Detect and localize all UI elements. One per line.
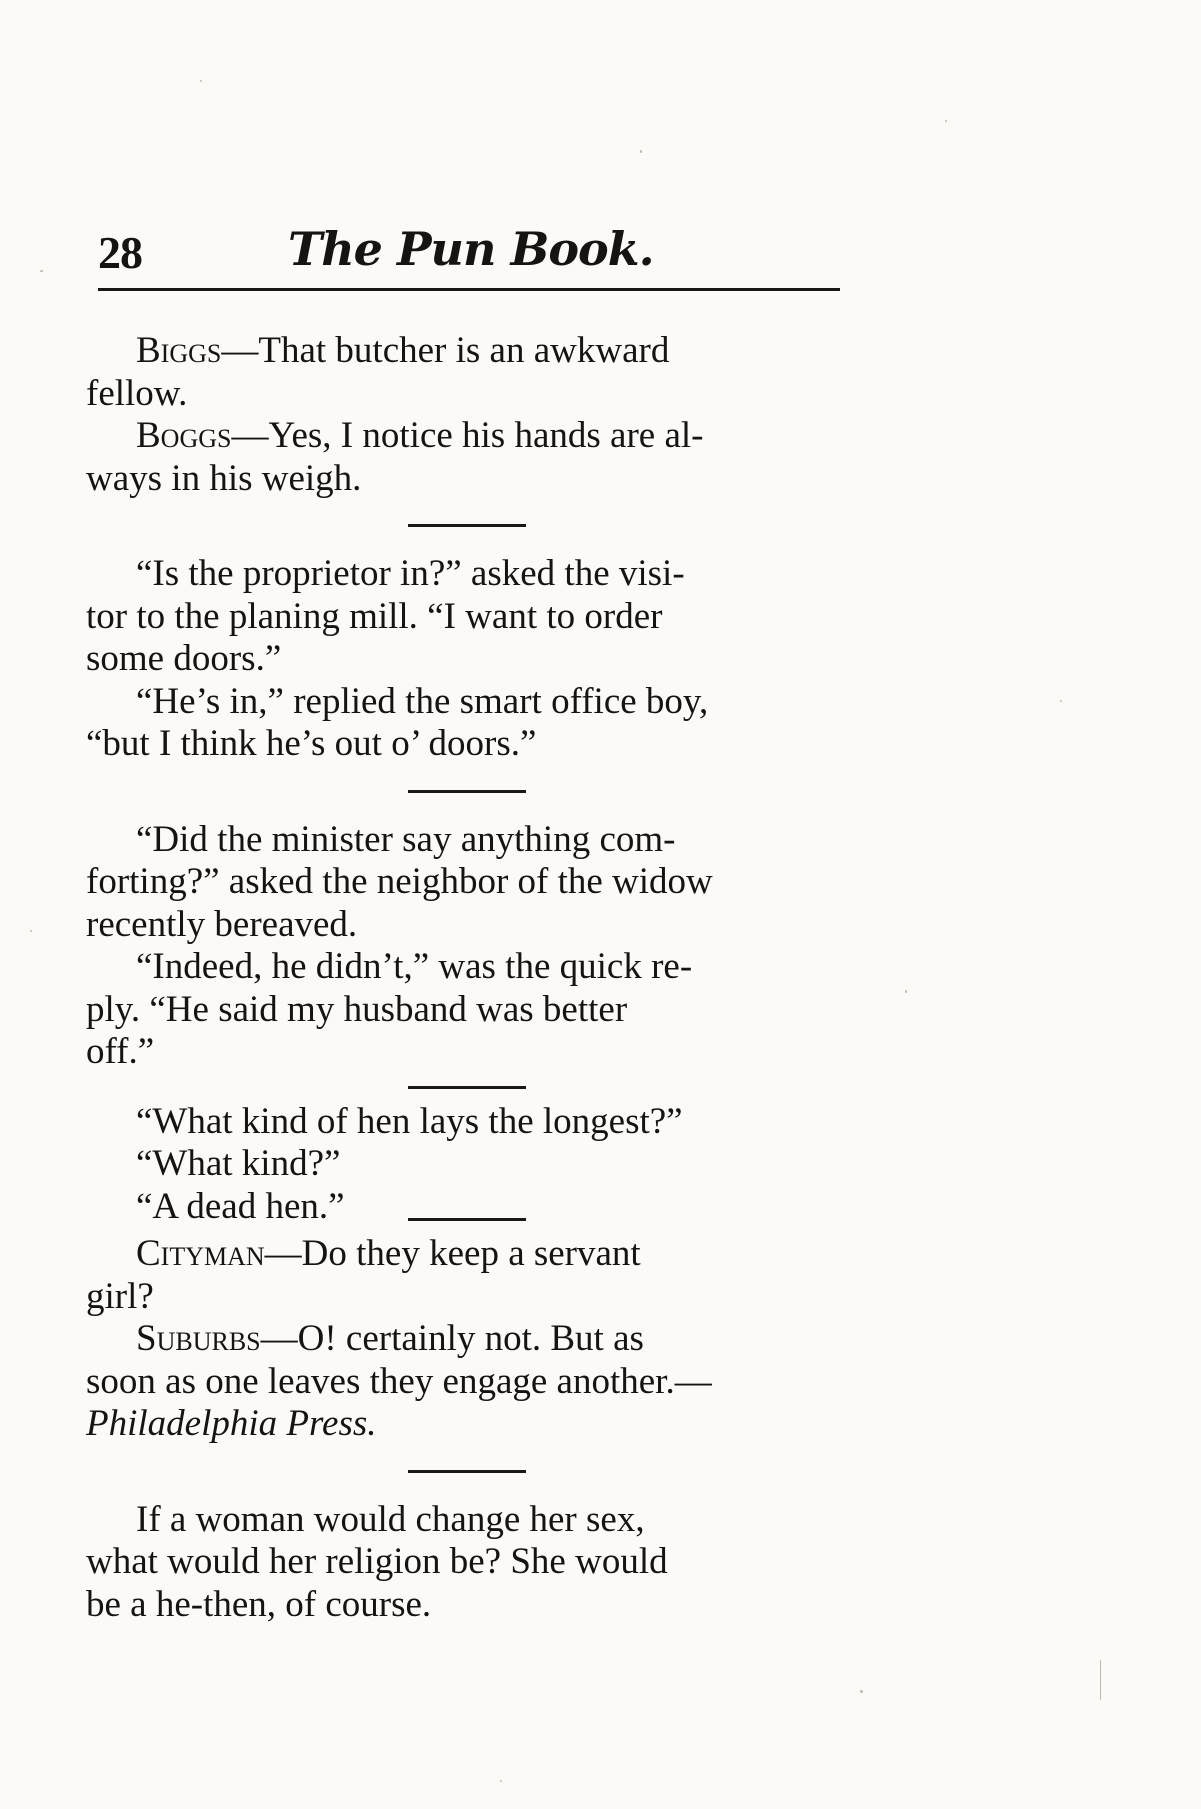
scan-speck: [30, 930, 32, 932]
text-line: [86, 1318, 848, 1361]
page-body: [86, 330, 848, 1626]
header-rule: [98, 288, 840, 291]
speaker-name: Biggs: [136, 330, 222, 371]
text-line: “He’s in,” replied the smart office boy,: [136, 680, 709, 722]
text-line: “Did the minister say anything com-: [136, 818, 676, 860]
speaker-name: Boggs: [136, 415, 232, 456]
scan-speck: [500, 1780, 502, 1782]
text-line: “What kind?”: [136, 1143, 341, 1184]
scan-speck: [905, 990, 907, 993]
text-line: off.”: [86, 1031, 155, 1072]
text-line: some doors.”: [86, 638, 282, 679]
text-line: “but I think he’s out o’ doors.”: [86, 723, 537, 764]
text-line: “A dead hen.”: [136, 1185, 345, 1227]
source-attribution: Philadelphia Press.: [86, 1403, 377, 1444]
page-number: 28: [98, 227, 142, 278]
text-line: ply. “He said my husband was better: [86, 988, 628, 1030]
text-line: girl?: [86, 1275, 154, 1317]
scan-speck: [40, 270, 43, 272]
speaker-name: Cityman: [136, 1233, 265, 1274]
text-line: “Is the proprietor in?” asked the visi-: [136, 553, 685, 594]
text-line: forting?” asked the neighbor of the widow: [86, 861, 713, 902]
dialogue-text: —O! certainly not. But as: [260, 1318, 644, 1359]
scan-speck: [860, 1690, 863, 1693]
text-line: fellow.: [86, 372, 188, 414]
dialogue-text: —Yes, I notice his hands are al-: [231, 415, 704, 456]
text-line: [86, 330, 848, 373]
dialogue-text: —Do they keep a servant: [264, 1233, 641, 1274]
text-line: [86, 1233, 848, 1276]
text-line: “Indeed, he didn’t,” was the quick re-: [136, 946, 693, 987]
running-title: The Pun Book.: [288, 222, 654, 276]
text-line: recently bereaved.: [86, 903, 358, 945]
speaker-name: Suburbs: [136, 1318, 261, 1359]
text-line: ways in his weigh.: [86, 457, 362, 499]
section-divider: [408, 1470, 526, 1473]
section-divider: [408, 790, 526, 793]
scan-speck: [640, 150, 642, 153]
text-line: be a he-then, of course.: [86, 1583, 432, 1625]
scan-speck: [1100, 1660, 1101, 1700]
section-divider: [408, 1218, 526, 1221]
text-line: what would her religion be? She would: [86, 1541, 668, 1582]
text-line: [86, 415, 848, 458]
dialogue-text: —That butcher is an awkward: [221, 330, 670, 371]
text-line: “What kind of hen lays the longest?”: [136, 1100, 683, 1142]
text-line: If a woman would change her sex,: [136, 1498, 645, 1540]
text-line: soon as one leaves they engage another.—: [86, 1360, 712, 1402]
scan-speck: [200, 80, 202, 82]
text-line: tor to the planing mill. “I want to order: [86, 595, 663, 637]
scan-speck: [945, 120, 947, 122]
page-header: [98, 222, 840, 292]
scan-speck: [1060, 700, 1062, 702]
section-divider: [408, 1086, 526, 1089]
section-divider: [408, 524, 526, 527]
